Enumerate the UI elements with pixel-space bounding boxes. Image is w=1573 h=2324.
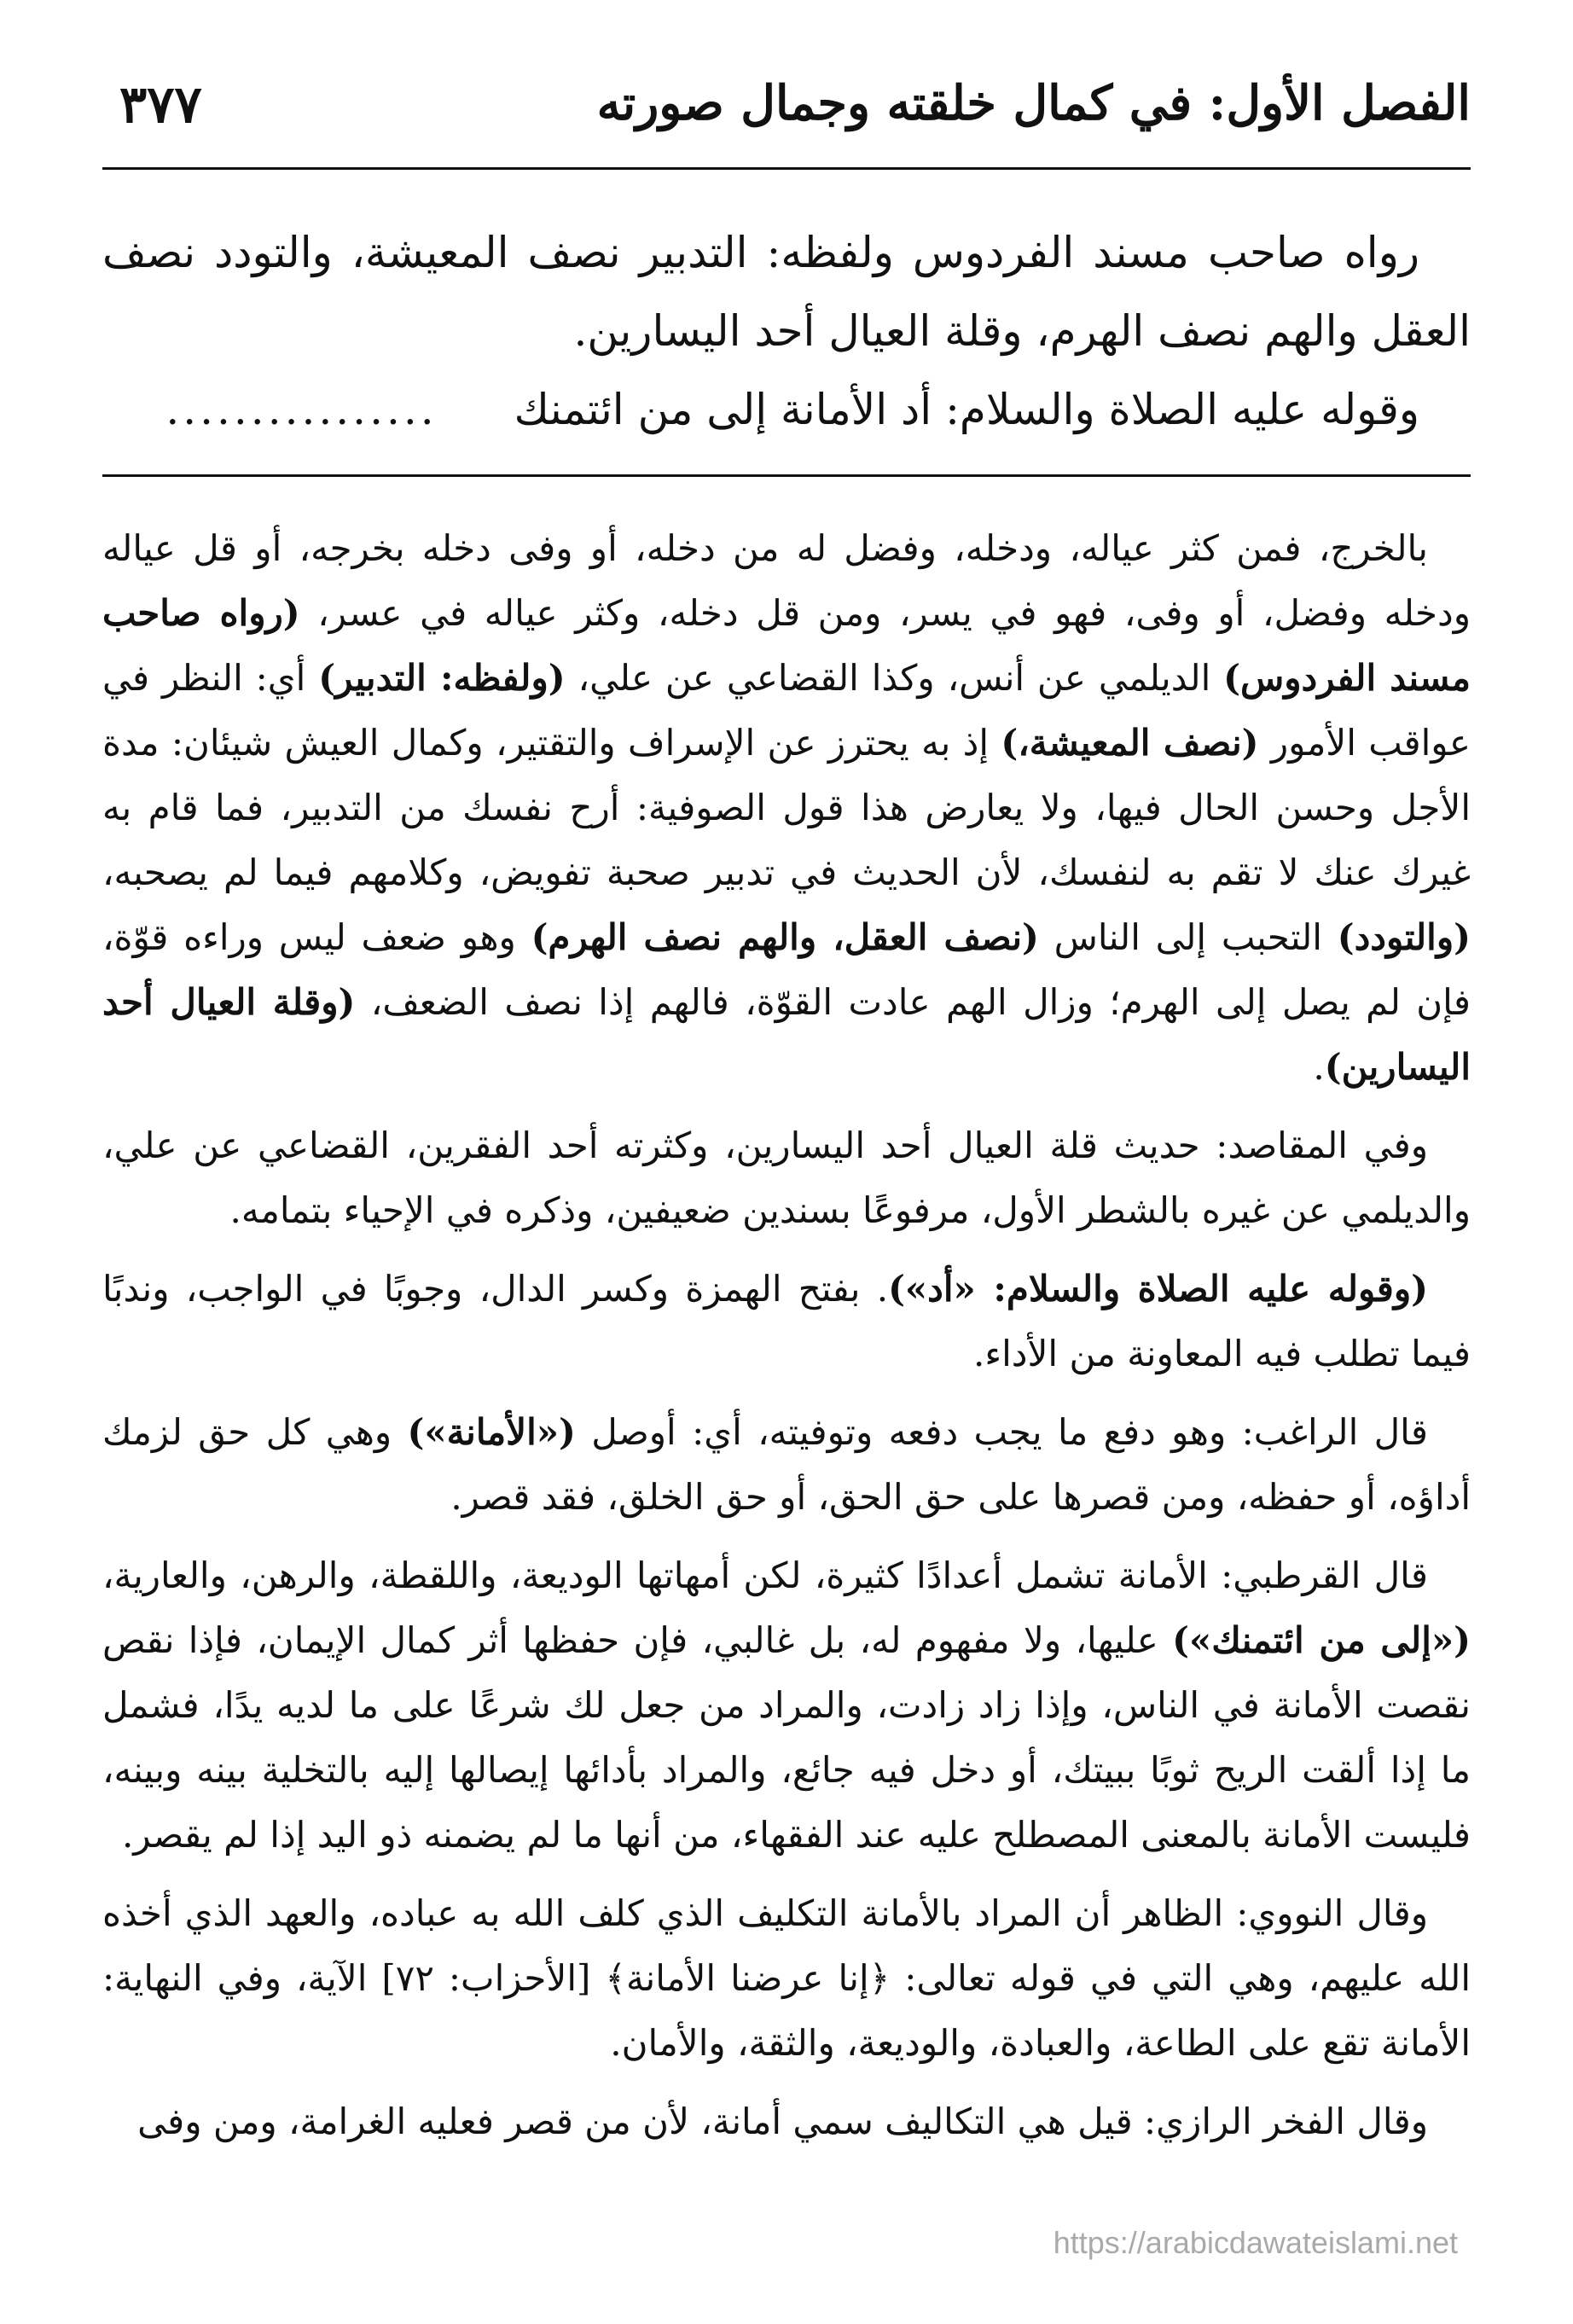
ellipsis-dots: ................ <box>165 385 438 434</box>
quoted-phrase: (نصف العقل، والهم نصف الهرم) <box>531 916 1039 958</box>
text-run: عليها، ولا مفهوم له، بل غالبي، فإن حفظها أثر كمال الإيمان، فإذا نقص نقصت الأمانة في الناس، وإذا زاد زادت، والمراد من جعل لك شرعًا على ما لديه يدًا، فشمل ما إذا ألقت الريح ثوبًا ببيتك، أو دخل فيه جائع، والمراد بأدائها إيصالها إليه بالتخلية بينه وبينه، فليست الأمانة بالمعنى المصطلح عليه عند الفقهاء، من أنها ما لم يضمنه ذو اليد إذا لم يقصر. <box>102 1619 1471 1856</box>
commentary-paragraph <box>102 1400 1471 1530</box>
text-run: . بفتح الهمزة وكسر الدال، وجوبًا في الواجب، وندبًا فيما تطلب فيه المعاونة من الأداء. <box>102 1268 1471 1374</box>
section-rule <box>102 474 1471 477</box>
hadith-line: رواه صاحب مسند الفردوس ولفظه: التدبير نصف المعيشة، والتودد نصف العقل والهم نصف الهرم، وقلة العيال أحد اليسارين. <box>102 228 1471 356</box>
hadith-text <box>102 213 1471 449</box>
hadith-phrase: وقوله عليه الصلاة والسلام: أد الأمانة إلى من ائتمنك <box>514 385 1419 434</box>
text-run: بالخرج، فمن كثر عياله، ودخله، وفضل له من دخله، أو وفى دخله بخرجه، أو قل عياله ودخله وفضل، أو وفى، فهو في يسر، ومن قل دخله، وكثر عياله في عسر، <box>102 527 1471 634</box>
chapter-title: الفصل الأول: في كمال خلقته وجمال صورته <box>596 75 1471 131</box>
commentary-paragraph <box>102 516 1471 1100</box>
quoted-phrase: (ولفظه: التدبير) <box>318 657 566 699</box>
hadith-line <box>102 370 1471 449</box>
quoted-phrase: (وقلة العيال أحد اليسارين) <box>102 981 1471 1088</box>
quoted-phrase: («إلى من ائتمنك») <box>1172 1619 1471 1661</box>
quoted-phrase: (والتودد) <box>1337 916 1471 958</box>
commentary-paragraph <box>102 1543 1471 1868</box>
text-run: . <box>1313 1046 1325 1088</box>
book-page <box>102 0 1471 2324</box>
watermark-url: https://arabicdawateislami.net <box>1053 2225 1458 2260</box>
text-run: الديلمي عن أنس، وكذا القضاعي عن علي، <box>565 657 1224 699</box>
text-run: قال القرطبي: الأمانة تشمل أعدادًا كثيرة، لكن أمهاتها الوديعة، واللقطة، والرهن، والعارية، <box>102 1554 1428 1596</box>
text-run: التحبب إلى الناس <box>1038 916 1338 958</box>
commentary <box>102 516 1471 2168</box>
commentary-paragraph <box>102 1257 1471 1386</box>
page-header <box>102 75 1471 160</box>
quoted-phrase: (نصف المعيشة،) <box>1001 722 1259 764</box>
commentary-paragraph: وقال النووي: الظاهر أن المراد بالأمانة التكليف الذي كلف الله به عباده، والعهد الذي أخذه الله عليهم، وهي التي في قوله تعالى: ﴿إنا عرضنا الأمانة﴾ [الأحزاب: ٧٢] الآية، وفي النهاية: الأمانة تقع على الطاعة، والعبادة، والوديعة، والثقة، والأمان. <box>102 1892 1471 2064</box>
commentary-paragraph: وقال الفخر الرازي: قيل هي التكاليف سمي أمانة، لأن من قصر فعليه الغرامة، ومن وفى <box>137 2100 1428 2142</box>
text-run: وهي كل حق لزمك أداؤه، أو حفظه، ومن قصرها على حق الحق، أو حق الخلق، فقد قصر. <box>102 1411 1471 1518</box>
page-number: ٣٧٧ <box>119 75 202 135</box>
header-rule <box>102 167 1471 170</box>
text-run: إذ به يحترز عن الإسراف والتقتير، وكمال العيش شيئان: مدة الأجل وحسن الحال فيها، ولا يعارض هذا قول الصوفية: أرح نفسك من التدبير، فما قام به غيرك عنك لا تقم به لنفسك، لأن الحديث في تدبير صحبة تفويض، وكلامهم فيما لم يصحبه، <box>102 722 1471 893</box>
quoted-phrase: (رواه صاحب مسند الفردوس) <box>102 592 1471 699</box>
text-run: أي: النظر في عواقب الأمور <box>102 657 1471 764</box>
text-run: قال الراغب: وهو دفع ما يجب دفعه وتوفيته، أي: أوصل <box>575 1411 1429 1453</box>
quoted-phrase: («الأمانة») <box>407 1411 576 1453</box>
commentary-paragraph: وفي المقاصد: حديث قلة العيال أحد اليسارين، وكثرته أحد الفقرين، القضاعي عن علي، والديلمي عن غيره بالشطر الأول، مرفوعًا بسندين ضعيفين، وذكره في الإحياء بتمامه. <box>102 1124 1471 1231</box>
quoted-phrase: (وقوله عليه الصلاة والسلام: «أد») <box>888 1268 1428 1310</box>
text-run: وهو ضعف ليس وراءه قوّة، فإن لم يصل إلى الهرم؛ وزال الهم عادت القوّة، فالهم إذا نصف الضعف، <box>102 916 1471 1023</box>
